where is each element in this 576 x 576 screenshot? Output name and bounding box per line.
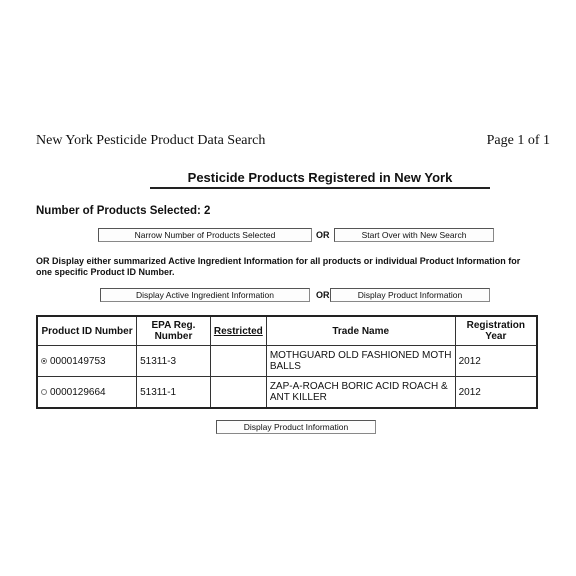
header-restricted: Restricted [210,316,266,346]
header-product-id: Product ID Number [37,316,137,346]
display-product-info-bottom-button[interactable]: Display Product Information [216,420,376,434]
table-row [37,346,537,377]
restricted-cell [210,346,266,377]
registration-year-cell: 2012 [455,377,537,409]
registration-year-cell: 2012 [455,346,537,377]
narrow-products-button[interactable]: Narrow Number of Products Selected [98,228,312,242]
trade-name-cell: ZAP-A-ROACH BORIC ACID ROACH & ANT KILLER [266,377,455,409]
products-table [36,315,538,409]
table-row [37,377,537,409]
or-label: OR [316,230,330,240]
epa-reg-cell: 51311-1 [137,377,211,409]
table-header-row [37,316,537,346]
display-product-info-button[interactable]: Display Product Information [330,288,490,302]
trade-name-cell: MOTHGUARD OLD FASHIONED MOTH BALLS [266,346,455,377]
display-active-ingredient-button[interactable]: Display Active Ingredient Information [100,288,310,302]
product-id: 0000129664 [50,386,106,398]
selection-count: Number of Products Selected: 2 [36,205,211,217]
product-id-cell [37,346,137,377]
epa-reg-cell: 51311-3 [137,346,211,377]
product-select-radio[interactable] [41,358,47,364]
header-epa-reg: EPA Reg. Number [137,316,211,346]
product-select-radio[interactable] [41,389,47,395]
instructions-text: OR Display either summarized Active Ingredient Information for all products or individual Product Information for one specific Product ID Number. [36,256,521,277]
product-id: 0000149753 [50,355,106,367]
start-over-button[interactable]: Start Over with New Search [334,228,494,242]
page-title: Pesticide Products Registered in New York [187,170,453,185]
title-divider [150,187,490,189]
page-indicator: Page 1 of 1 [486,133,550,148]
or-label-2: OR [316,290,330,300]
document-header-title: New York Pesticide Product Data Search [36,133,266,148]
product-id-cell [37,377,137,409]
header-trade-name: Trade Name [266,316,455,346]
restricted-cell [210,377,266,409]
header-registration-year: Registration Year [455,316,537,346]
